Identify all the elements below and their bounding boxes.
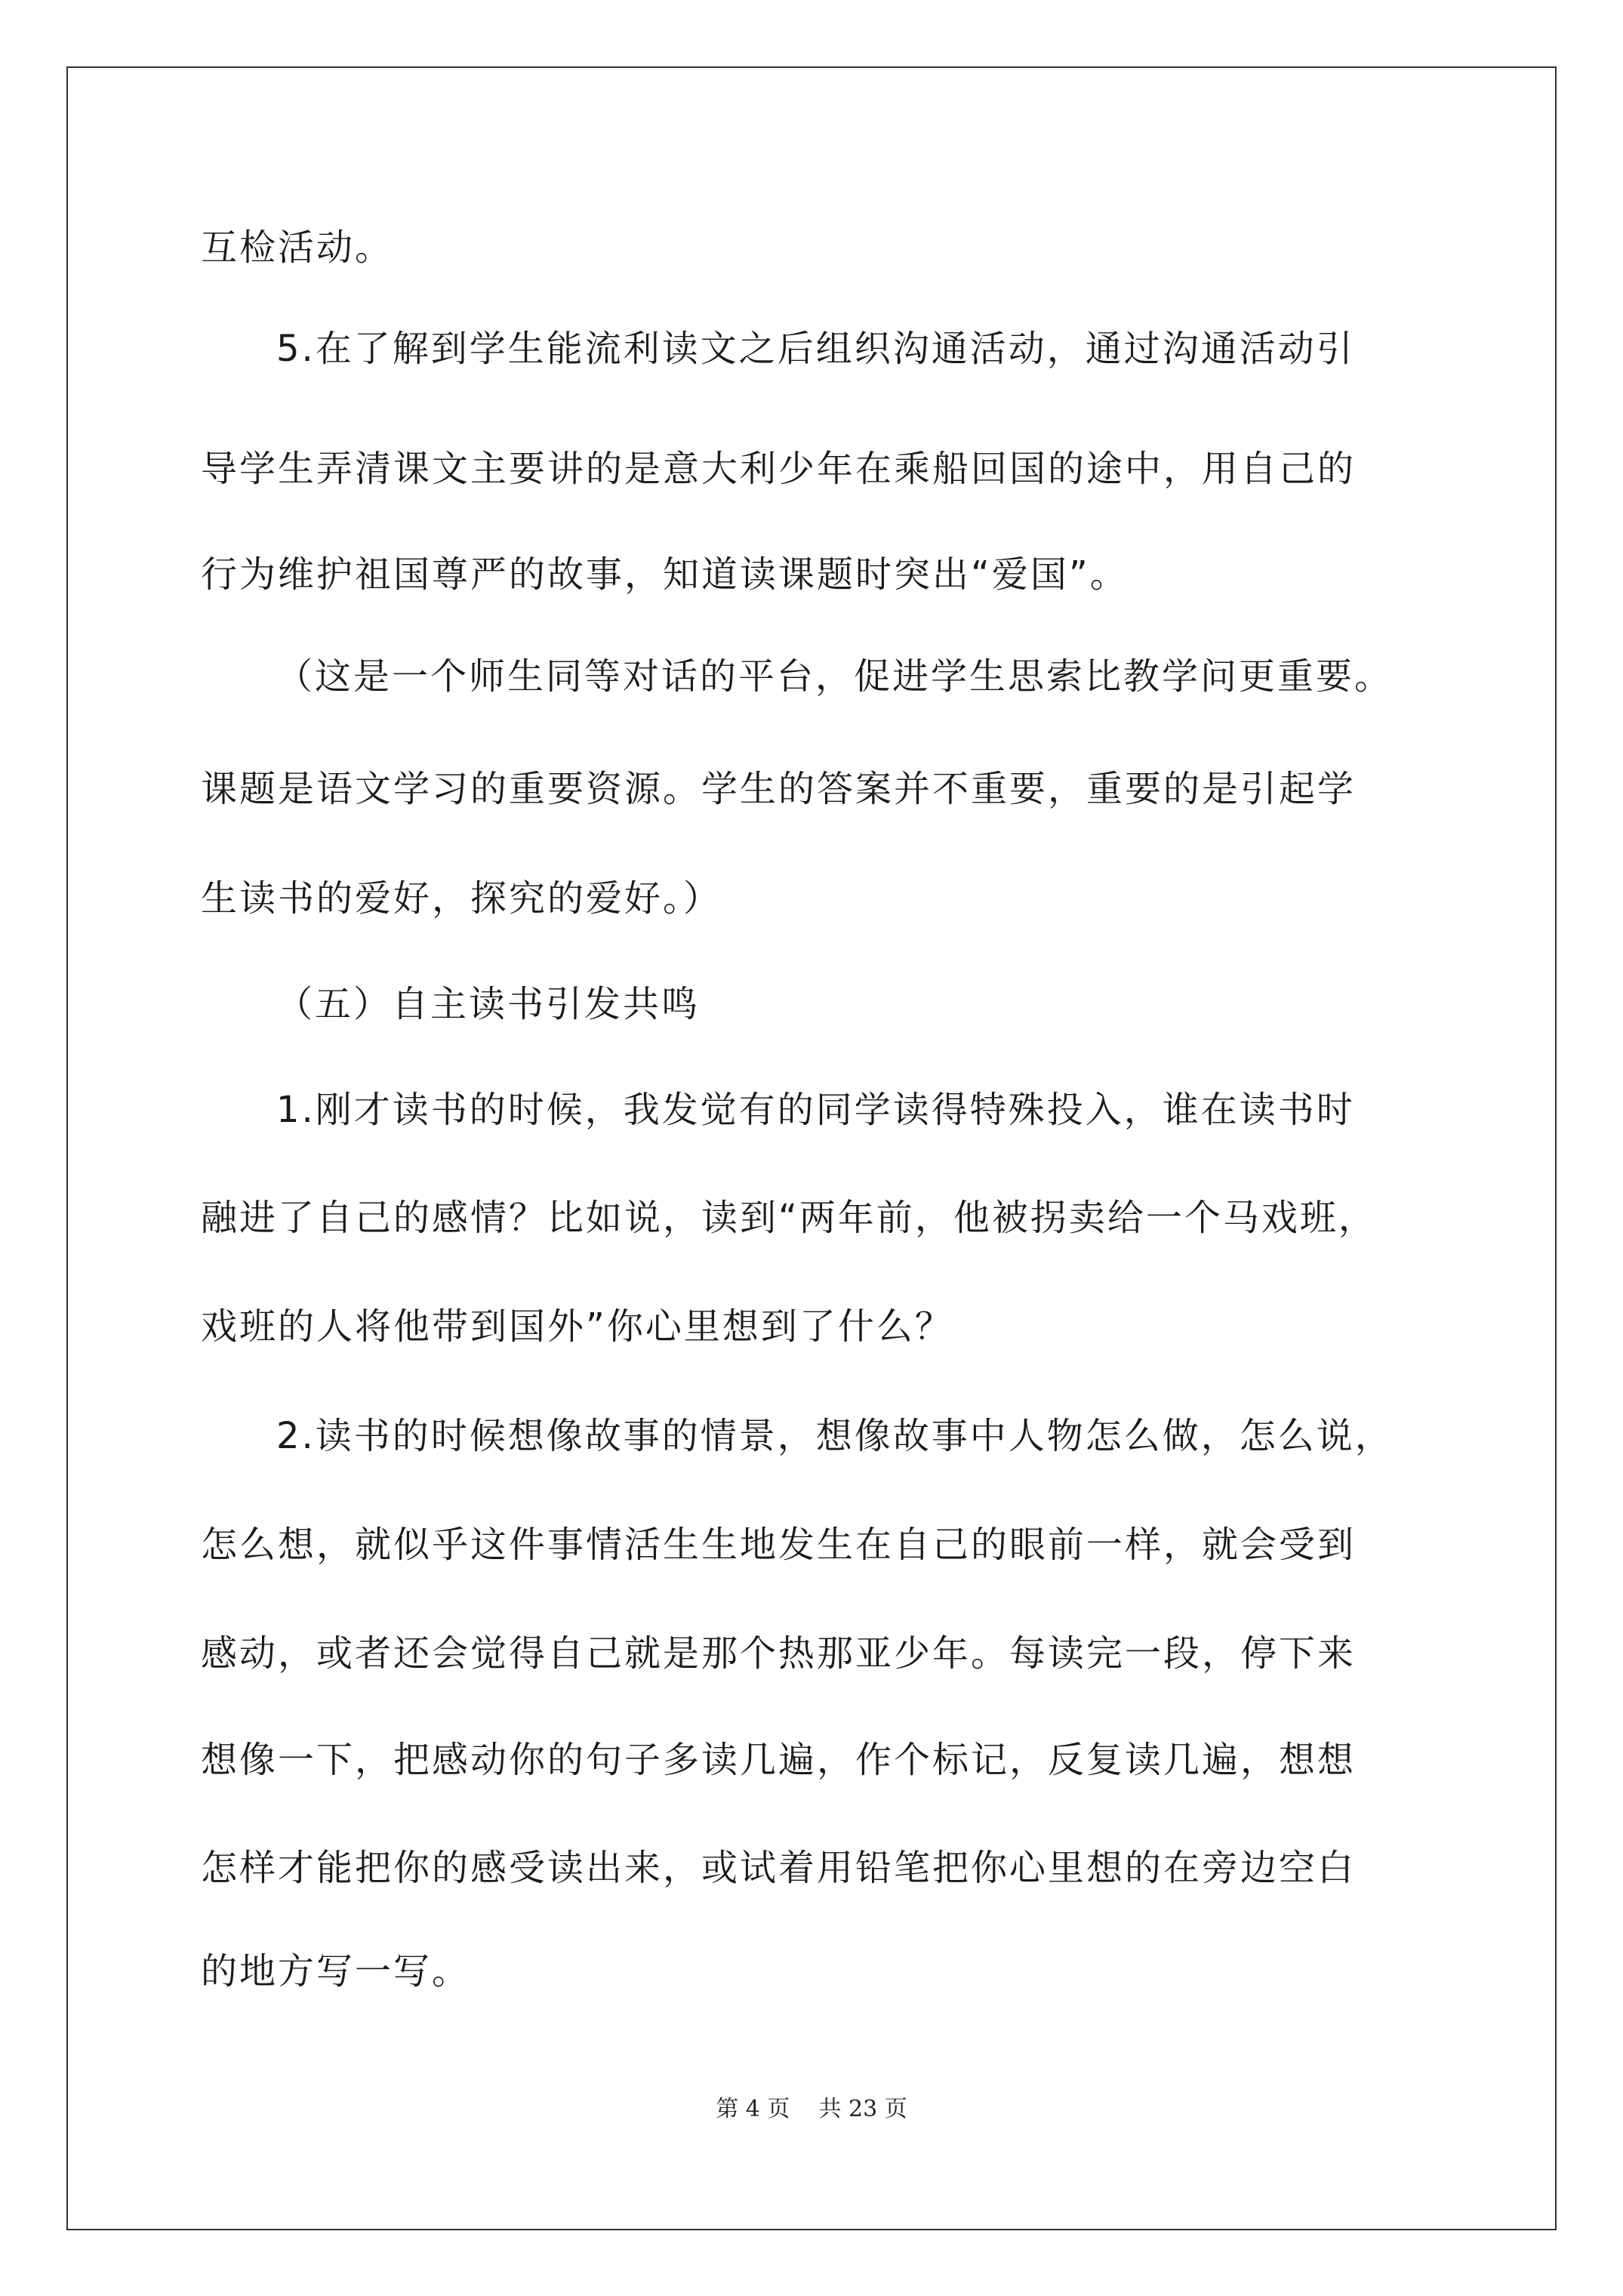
section-heading: （五）自主读书引发共鸣 (276, 983, 701, 1025)
text-line: （这是一个师生同等对话的平台，促进学生思索比教学问更重要。 (276, 655, 1394, 698)
text-line: 行为维护祖国尊严的故事，知道读课题时突出“爱国”。 (201, 553, 1129, 596)
text-line: 的地方写一写。 (201, 1950, 471, 1992)
text-line: 戏班的人将他带到国外”你心里想到了什么？ (201, 1305, 953, 1348)
text-line: 1.刚才读书的时候，我发觉有的同学读得特殊投入，谁在读书时 (276, 1089, 1355, 1131)
text-line: 互检活动。 (201, 227, 394, 269)
text-line: 感动，或者还会觉得自己就是那个热那亚少年。每读完一段，停下来 (201, 1632, 1357, 1675)
text-line: 融进了自己的感情？比如说，读到“两年前，他被拐卖给一个马戏班， (201, 1197, 1377, 1239)
text-line: 导学生弄清课文主要讲的是意大利少年在乘船回国的途中，用自己的 (201, 448, 1357, 490)
text-line: 怎样才能把你的感受读出来，或试着用铅笔把你心里想的在旁边空白 (201, 1847, 1357, 1889)
text-line: 怎么想，就似乎这件事情活生生地发生在自己的眼前一样，就会受到 (201, 1524, 1357, 1566)
text-line: 课题是语文学习的重要资源。学生的答案并不重要，重要的是引起学 (201, 768, 1357, 810)
page-border (66, 66, 1557, 2230)
text-line: 2.读书的时候想像故事的情景，想像故事中人物怎么做，怎么说， (276, 1415, 1394, 1457)
text-line: 想像一下，把感动你的句子多读几遍，作个标记，反复读几遍，想想 (201, 1739, 1357, 1781)
text-line: 5.在了解到学生能流利读文之后组织沟通活动，通过沟通活动引 (276, 328, 1355, 370)
text-line: 生读书的爱好，探究的爱好。） (201, 877, 722, 920)
page-footer: 第 4 页 共 23 页 (716, 2096, 907, 2122)
